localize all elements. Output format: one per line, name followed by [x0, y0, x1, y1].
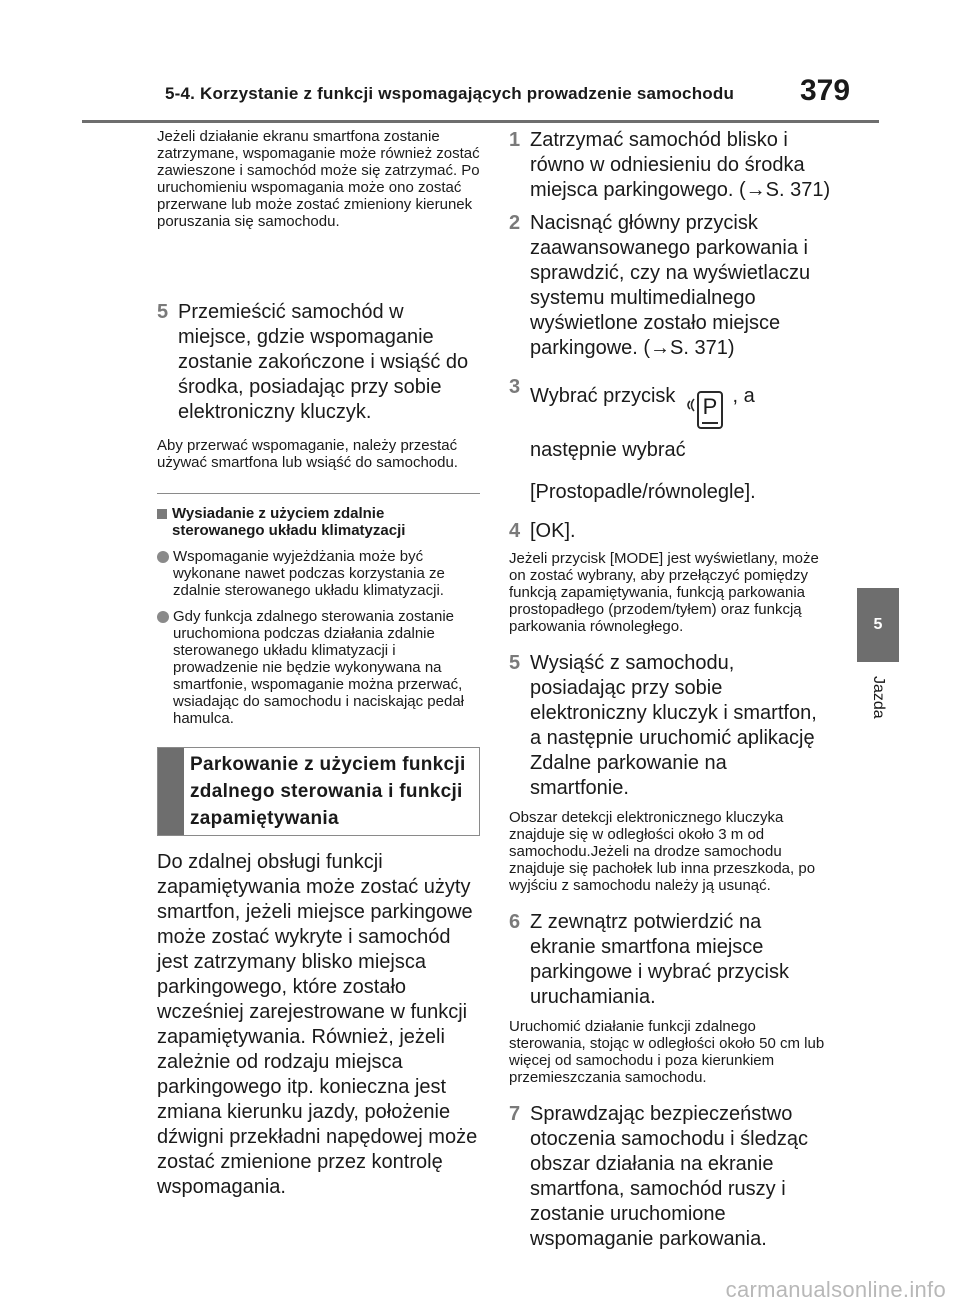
p-letter: P — [702, 394, 718, 419]
step-number: 5 — [509, 652, 521, 674]
step-4-note: Jeżeli przycisk [MODE] jest wyświetlany, może on zostać wybrany, aby przełączyć pomiędzy funkcją zapamiętywania, funkcją parkowania prostopadłego (przodem/tyłem) oraz funkcją parkowania równoległego. — [509, 550, 819, 635]
bullet-text: Gdy funkcja zdalnego sterowania zostanie uruchomiona podczas działania zdalnie sterowanego układu klimatyzacji i prowadzenie nie będzie wykonywana na smartfonie, wspomaganie można przerwać, wsiadając do samochodu i naciskając pedał hamulca. — [173, 608, 465, 727]
intro-note: Jeżeli działanie ekranu smartfona zostanie zatrzymane, wspomaganie może również zostać zawieszone i samochód może się zatrzymać. Po uruchomieniu wspomagania może ono zostać przerwane lub może zostać zmieniony kierunek poruszania się samochodu. — [157, 128, 480, 230]
step-5-right-note: Obszar detekcji elektronicznego kluczyka znajduje się w odległości około 3 m od samochodu.Jeżeli na drodze samochodu znajduje się pachołek lub inna przeszkoda, po wyjściu z samochodu należy ją usunąć. — [509, 809, 816, 894]
step-number: 3 — [509, 376, 521, 398]
circle-bullet-icon — [157, 551, 169, 563]
step-4 — [509, 519, 831, 544]
step-text: , a następnie wybrać [Prostopadle/równolegle]. — [530, 385, 756, 503]
section-heading-box — [157, 747, 480, 836]
remote-ac-heading — [157, 505, 480, 539]
section-divider — [157, 493, 480, 494]
step-2 — [509, 211, 831, 361]
circle-bullet-icon — [157, 611, 169, 623]
left-column — [157, 128, 480, 1200]
step-number: 7 — [509, 1103, 521, 1125]
remote-parking-p-icon — [697, 391, 723, 429]
step-text: [OK]. — [530, 520, 576, 542]
bullet-item — [157, 608, 480, 727]
signal-waves-icon — [685, 397, 697, 413]
section-body: Do zdalnej obsługi funkcji zapamiętywania może zostać użyty smartfon, jeżeli miejsce parkingowe może zostać wykryte i samochód jest zatrzymany blisko miejsca parkingowego, które zostało wcześniej zarejestrowane w funkcji zapamiętywania. Również, jeżeli zależnie od rodzaju miejsca parkingowego itp. konieczna jest zmiana kierunku jazdy, położenie dźwigni przekładni napędowej może zostać zmienione przez kontrolę wspomagania. — [157, 851, 478, 1198]
step-number: 1 — [509, 129, 521, 151]
chapter-number: 5 — [873, 616, 883, 633]
step-text: Wybrać przycisk — [530, 385, 676, 407]
bullet-item — [157, 548, 480, 599]
step-text: Sprawdzając bezpieczeństwo otoczenia samochodu i śledząc obszar działania na ekranie smartfona, samochód ruszy i zostanie uruchomione wspomaganie parkowania. — [530, 1103, 808, 1250]
bullet-text: Wspomaganie wyjeżdżania może być wykonane nawet podczas korzystania ze zdalnie sterowanego układu klimatyzacji. — [173, 548, 445, 599]
step-text: Przemieścić samochód w miejsce, gdzie wspomaganie zostanie zakończone i wsiąść do środka, posiadając przy sobie elektroniczny kluczyk. — [178, 301, 469, 423]
step-number: 6 — [509, 911, 521, 933]
step-5-note: Aby przerwać wspomaganie, należy przestać używać smartfona lub wsiąść do samochodu. — [157, 437, 458, 471]
step-1 — [509, 128, 831, 203]
remote-ac-heading-text: Wysiadanie z użyciem zdalnie sterowanego układu klimatyzacji — [172, 505, 406, 539]
step-5-right — [509, 651, 831, 801]
chapter-tab — [857, 588, 899, 662]
step-text: Wysiąść z samochodu, posiadając przy sobie elektroniczny kluczyk i smartfon, a następnie uruchomić aplikację Zdalne parkowanie na smartfonie. — [530, 652, 817, 799]
step-text: Z zewnątrz potwierdzić na ekranie smartfona miejsce parkingowe i wybrać przycisk uruchamiania. — [530, 911, 789, 1008]
right-column — [509, 128, 831, 1252]
chapter-label: Jazda — [870, 676, 887, 719]
step-5-left — [157, 300, 480, 425]
step-number: 5 — [157, 301, 169, 323]
square-bullet-icon — [157, 509, 167, 519]
step-number: 2 — [509, 212, 521, 234]
page-number: 379 — [800, 74, 851, 107]
step-6 — [509, 910, 831, 1010]
step-6-note: Uruchomić działanie funkcji zdalnego sterowania, stojąc w odległości około 50 cm lub więcej od samochodu i poza kierunkiem przemieszczania samochodu. — [509, 1018, 825, 1086]
step-3 — [509, 375, 831, 513]
step-text: Nacisnąć główny przycisk zaawansowanego parkowania i sprawdzić, czy na wyświetlaczu systemu multimedialnego wyświetlone zostało miejsce parkingowe. (→S. 371) — [530, 212, 811, 359]
section-heading-bar — [158, 748, 184, 835]
step-number: 4 — [509, 520, 521, 542]
watermark: carmanualsonline.info — [725, 1277, 946, 1302]
section-heading: Parkowanie z użyciem funkcji zdalnego sterowania i funkcji zapamiętywania — [190, 754, 466, 829]
header-divider — [82, 120, 879, 123]
step-7 — [509, 1102, 831, 1252]
step-text: Zatrzymać samochód blisko i równo w odniesieniu do środka miejsca parkingowego. (→S. 371) — [530, 129, 831, 201]
running-header-title: 5-4. Korzystanie z funkcji wspomagających prowadzenie samochodu — [165, 84, 735, 103]
